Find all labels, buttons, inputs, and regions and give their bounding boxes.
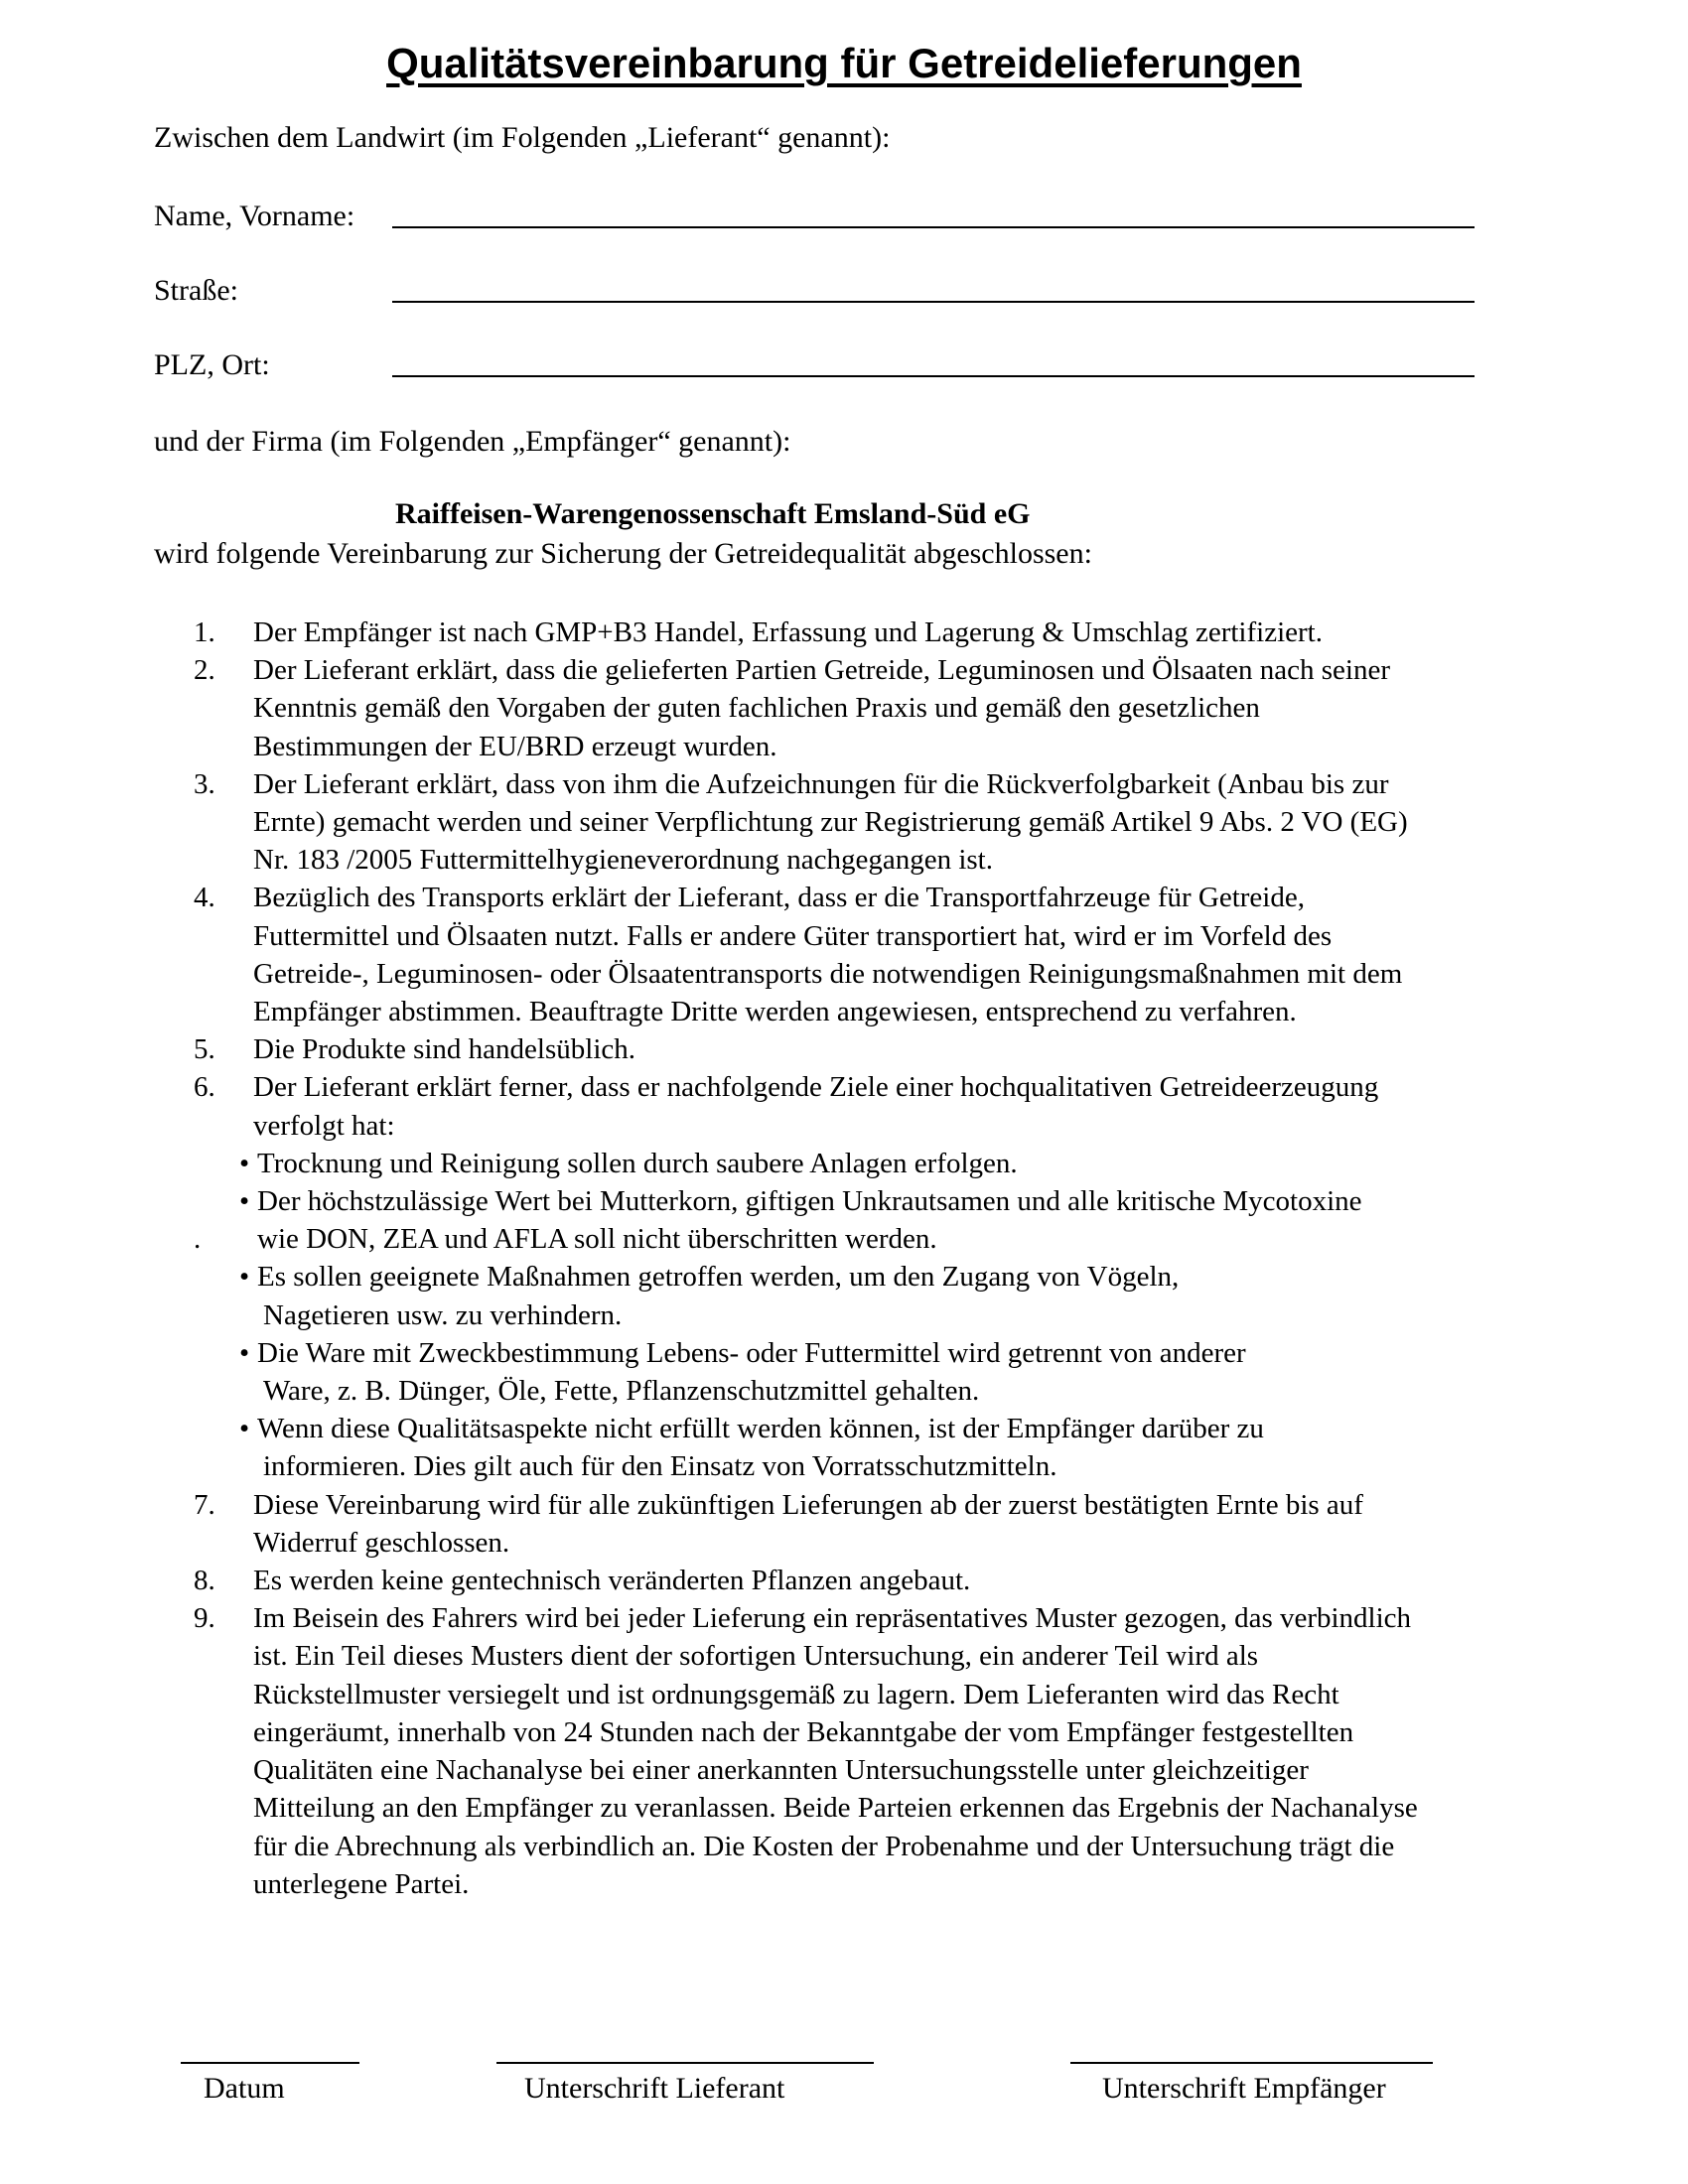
clause-item	[194, 1030, 1614, 1068]
quality-goal-item	[194, 1182, 1614, 1258]
quality-goals-list	[194, 1145, 1614, 1486]
clause-text-line: Getreide-, Leguminosen- oder Ölsaatentransports die notwendigen Reinigungsmaßnahmen mit dem	[253, 957, 1403, 990]
clause-item	[194, 651, 1614, 765]
bullet-icon: •	[239, 1261, 250, 1294]
clause-number: 4.	[194, 882, 215, 914]
clause-text-line: eingeräumt, innerhalb von 24 Stunden nach der Bekanntgabe der vom Empfänger festgestellten	[253, 1715, 1354, 1748]
clause-text-line: Rückstellmuster versiegelt und ist ordnungsgemäß zu lagern. Dem Lieferanten wird das Recht	[253, 1678, 1339, 1710]
quality-goal-text-line: Es sollen geeignete Maßnahmen getroffen werden, um den Zugang von Vögeln,	[257, 1261, 1180, 1294]
name-input-line[interactable]	[392, 226, 1475, 228]
clause-item	[194, 765, 1614, 880]
bullet-icon: •	[239, 1147, 250, 1179]
clause-text-line: für die Abrechnung als verbindlich an. Die Kosten der Probenahme und der Untersuchung trägt die	[253, 1830, 1395, 1862]
form-label-street: Straße:	[154, 274, 238, 307]
clause-text-line: Nr. 183 /2005 Futtermittelhygieneverordnung nachgegangen ist.	[253, 844, 993, 877]
recipient-signature-line[interactable]	[1070, 2062, 1433, 2064]
recipient-signature-label: Unterschrift Empfänger	[1102, 2072, 1386, 2105]
quality-goal-item	[239, 1410, 1614, 1485]
clause-text-line: Diese Vereinbarung wird für alle zukünftigen Lieferungen ab der zuerst bestätigten Ernte bis auf	[253, 1488, 1363, 1521]
supplier-signature-label: Unterschrift Lieferant	[524, 2072, 785, 2105]
document-title-text: Qualitätsvereinbarung für Getreidelieferungen	[386, 40, 1302, 86]
clause-text-line: Futtermittel und Ölsaaten nutzt. Falls er andere Güter transportiert hat, wird er im Vorfeld des	[253, 919, 1333, 952]
bullet-icon: •	[239, 1185, 250, 1218]
clause-text-line: Die Produkte sind handelsüblich.	[253, 1033, 636, 1066]
quality-goal-text-line: Nagetieren usw. zu verhindern.	[263, 1298, 623, 1331]
clause-number: 6.	[194, 1071, 215, 1104]
clause-item	[194, 1068, 1614, 1144]
clause-text-line: Im Beisein des Fahrers wird bei jeder Lieferung ein repräsentatives Muster gezogen, das verbindlich	[253, 1602, 1412, 1635]
form-label-name: Name, Vorname:	[154, 200, 355, 232]
quality-goal-text-line: wie DON, ZEA und AFLA soll nicht überschritten werden.	[257, 1223, 937, 1256]
clause-number: 3.	[194, 767, 215, 800]
clause-text-line: Der Lieferant erklärt ferner, dass er nachfolgende Ziele einer hochqualitativen Getreideerzeugung	[253, 1071, 1379, 1104]
clause-text-line: Qualitäten eine Nachanalyse bei einer anerkannten Untersuchungsstelle unter gleichzeitiger	[253, 1754, 1309, 1787]
quality-goal-text-line: Der höchstzulässige Wert bei Mutterkorn, giftigen Unkrautsamen und alle kritische Mycotoxine	[257, 1185, 1362, 1218]
quality-goal-item	[239, 1258, 1614, 1333]
bullet-icon: •	[239, 1413, 250, 1445]
clause-item	[194, 1599, 1614, 1903]
quality-goal-item	[239, 1145, 1614, 1182]
quality-goal-text-line: Ware, z. B. Dünger, Öle, Fette, Pflanzenschutzmittel gehalten.	[263, 1375, 980, 1408]
clause-text-line: unterlegene Partei.	[253, 1867, 470, 1900]
clause-text-line: Bestimmungen der EU/BRD erzeugt wurden.	[253, 730, 777, 762]
clause-text-line: verfolgt hat:	[253, 1109, 395, 1142]
quality-goal-text-line: informieren. Dies gilt auch für den Einsatz von Vorratsschutzmitteln.	[263, 1450, 1057, 1483]
clause-item	[194, 1486, 1614, 1562]
quality-goal-text-line: Wenn diese Qualitätsaspekte nicht erfüllt werden können, ist der Empfänger darüber zu	[257, 1413, 1264, 1445]
form-label-city: PLZ, Ort:	[154, 348, 270, 381]
date-label: Datum	[204, 2072, 285, 2105]
clause-number: 2.	[194, 654, 215, 687]
clause-number: 9.	[194, 1602, 215, 1635]
clause-number: 8.	[194, 1565, 215, 1597]
quality-goal-text-line: Trocknung und Reinigung sollen durch saubere Anlagen erfolgen.	[257, 1147, 1018, 1179]
clause-text-line: Es werden keine gentechnisch veränderten Pflanzen angebaut.	[253, 1565, 971, 1597]
clause-number: 1.	[194, 616, 215, 648]
clause-text-line: Widerruf geschlossen.	[253, 1526, 510, 1559]
form-row-name	[154, 195, 1475, 234]
clause-text-line: Kenntnis gemäß den Vorgaben der guten fachlichen Praxis und gemäß den gesetzlichen	[253, 692, 1260, 725]
quality-goal-item	[239, 1334, 1614, 1410]
clause-number: 7.	[194, 1488, 215, 1521]
clause-item	[194, 879, 1614, 1030]
document-title	[0, 40, 1688, 87]
supplier-signature-line[interactable]	[496, 2062, 874, 2064]
stray-mark: .	[194, 1223, 202, 1256]
form-row-city	[154, 343, 1475, 383]
company-name: Raiffeisen-Warengenossenschaft Emsland-Süd eG	[395, 497, 1031, 530]
clause-text-line: Der Lieferant erklärt, dass von ihm die Aufzeichnungen für die Rückverfolgbarkeit (Anbau bis zur	[253, 767, 1389, 800]
intro-recipient: und der Firma (im Folgenden „Empfänger“ genannt):	[154, 425, 791, 458]
clause-item	[194, 1562, 1614, 1599]
clause-text-line: Der Lieferant erklärt, dass die gelieferten Partien Getreide, Leguminosen und Ölsaaten nach seiner	[253, 654, 1391, 687]
city-input-line[interactable]	[392, 375, 1475, 377]
clause-text-line: ist. Ein Teil dieses Musters dient der sofortigen Untersuchung, ein anderer Teil wird als	[253, 1640, 1259, 1673]
street-input-line[interactable]	[392, 301, 1475, 303]
clause-text-line: Der Empfänger ist nach GMP+B3 Handel, Erfassung und Lagerung & Umschlag zertifiziert.	[253, 616, 1323, 648]
clause-text-line: Bezüglich des Transports erklärt der Lieferant, dass er die Transportfahrzeuge für Getreide,	[253, 882, 1305, 914]
clause-text-line: Mitteilung an den Empfänger zu veranlassen. Beide Parteien erkennen das Ergebnis der Nachanalyse	[253, 1792, 1418, 1825]
clause-text-line: Ernte) gemacht werden und seiner Verpflichtung zur Registrierung gemäß Artikel 9 Abs. 2 VO (EG)	[253, 806, 1408, 839]
clause-number: 5.	[194, 1033, 215, 1066]
intro-agreement: wird folgende Vereinbarung zur Sicherung der Getreidequalität abgeschlossen:	[154, 537, 1092, 570]
intro-supplier: Zwischen dem Landwirt (im Folgenden „Lieferant“ genannt):	[154, 121, 891, 154]
clause-item	[194, 614, 1614, 651]
clause-list	[194, 614, 1614, 1903]
quality-goal-text-line: Die Ware mit Zweckbestimmung Lebens- oder Futtermittel wird getrennt von anderer	[257, 1336, 1246, 1369]
clause-text-line: Empfänger abstimmen. Beauftragte Dritte werden angewiesen, entsprechend zu verfahren.	[253, 996, 1297, 1028]
form-row-street	[154, 269, 1475, 309]
date-signature-line[interactable]	[181, 2062, 359, 2064]
bullet-icon: •	[239, 1336, 250, 1369]
